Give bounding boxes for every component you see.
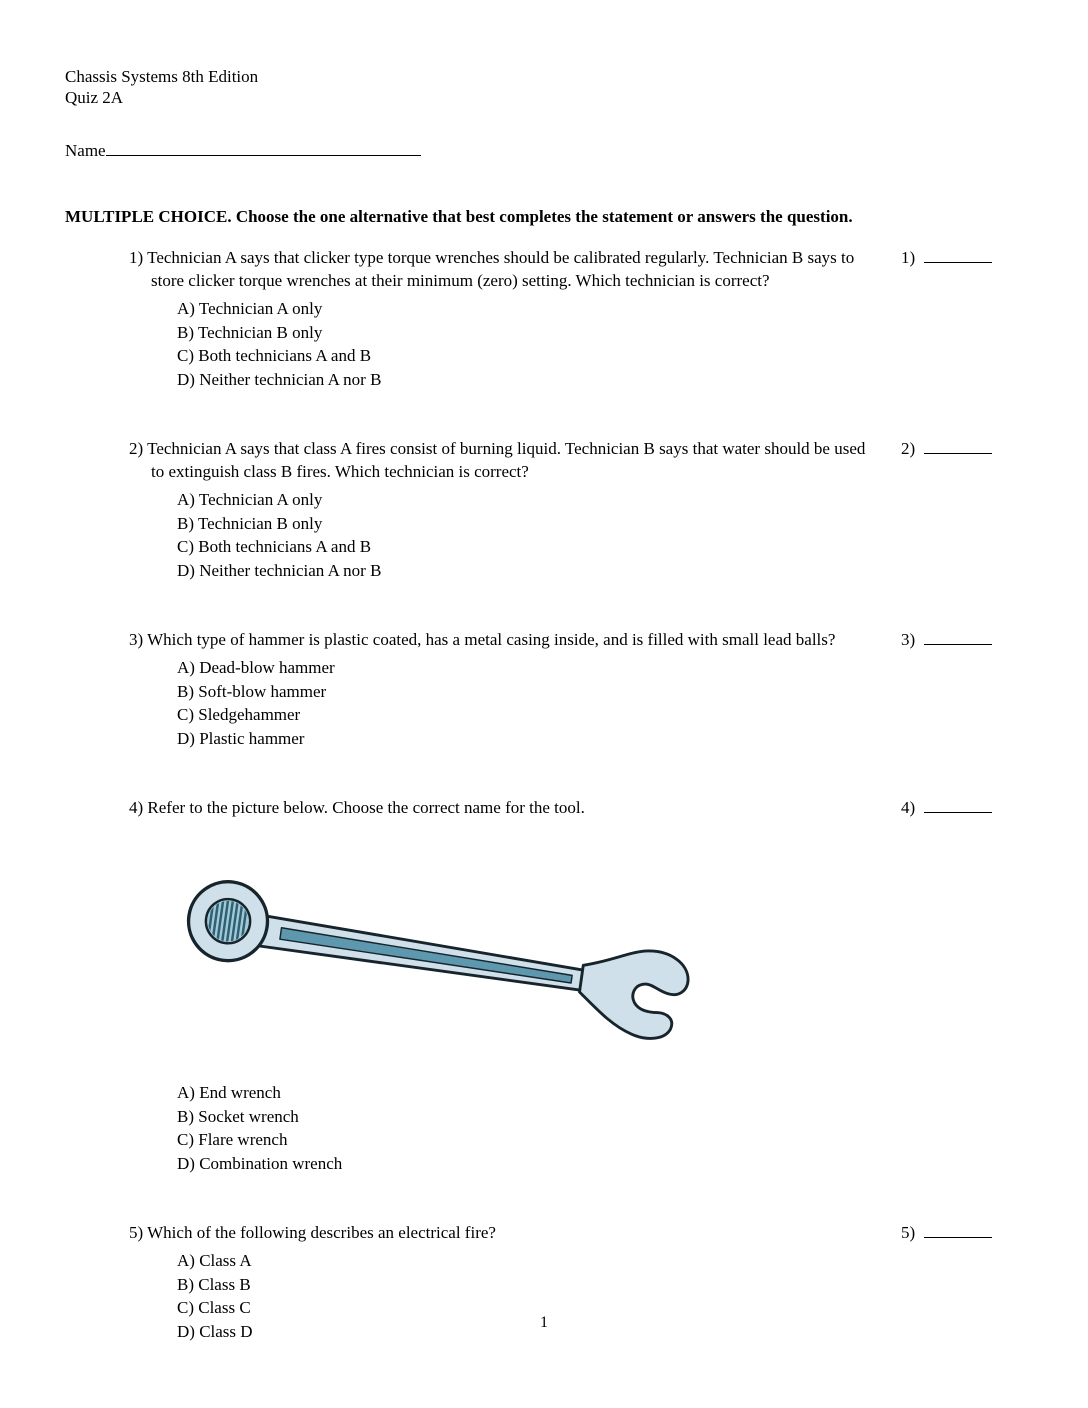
choice: B) Socket wrench bbox=[177, 1106, 299, 1126]
document-title: Chassis Systems 8th Edition bbox=[65, 67, 259, 86]
choice: C) Class C bbox=[177, 1298, 251, 1317]
question-main bbox=[129, 796, 901, 1175]
question-text bbox=[129, 246, 879, 292]
page-number: 1 bbox=[540, 1314, 548, 1331]
question-main bbox=[129, 628, 901, 750]
choice: D) Neither technician A nor B bbox=[177, 369, 382, 389]
choice: D) Class D bbox=[177, 1321, 253, 1341]
answer-slot bbox=[901, 437, 1003, 582]
answer-number: 1) bbox=[901, 248, 916, 267]
question-stem: Technician A says that class A fires consist of burning liquid. Technician B says that water should be used to extinguish class B fires. Which technician is correct? bbox=[147, 439, 866, 481]
answer-number: 4) bbox=[901, 798, 916, 817]
question-stem: Which type of hammer is plastic coated, has a metal casing inside, and is filled with small lead balls? bbox=[147, 630, 836, 649]
answer-number: 5) bbox=[901, 1223, 916, 1242]
instructions-text: MULTIPLE CHOICE. Choose the one alternative that best completes the statement or answers the question. bbox=[65, 207, 853, 226]
choice: B) Soft-blow hammer bbox=[177, 681, 327, 701]
choice: B) Technician B only bbox=[177, 513, 323, 533]
choice: C) Flare wrench bbox=[177, 1130, 288, 1149]
choice: A) Technician A only bbox=[177, 490, 323, 509]
question-text bbox=[129, 628, 879, 651]
choice: B) Technician B only bbox=[177, 322, 323, 342]
answer-slot bbox=[901, 246, 1003, 391]
question-stem: Which of the following describes an electrical fire? bbox=[147, 1223, 496, 1242]
choice: C) Both technicians A and B bbox=[177, 346, 372, 365]
name-blank-line bbox=[106, 141, 421, 156]
question-text bbox=[129, 437, 879, 483]
question-number: 1) bbox=[129, 248, 144, 267]
combination-wrench-image bbox=[177, 871, 717, 1049]
question-number: 5) bbox=[129, 1223, 144, 1242]
name-row bbox=[65, 140, 1028, 162]
question-text bbox=[129, 1221, 879, 1244]
choices-list bbox=[129, 656, 879, 750]
question-number: 4) bbox=[129, 798, 144, 817]
question-main bbox=[129, 246, 901, 391]
answer-blank-line bbox=[924, 248, 992, 263]
choice: A) Dead-blow hammer bbox=[177, 658, 335, 677]
choices-list bbox=[129, 488, 879, 582]
question-stem: Refer to the picture below. Choose the correct name for the tool. bbox=[147, 798, 585, 817]
question-block-3 bbox=[129, 628, 1028, 750]
questions-section bbox=[65, 246, 1028, 1343]
question-block-1 bbox=[129, 246, 1028, 391]
question-block-2 bbox=[129, 437, 1028, 582]
question-stem: Technician A says that clicker type torque wrenches should be calibrated regularly. Technician B says to store clicker torque wrenches at their minimum (zero) setting. Which technician is correct? bbox=[147, 248, 855, 290]
choice: A) Technician A only bbox=[177, 299, 323, 318]
answer-blank-line bbox=[924, 1223, 992, 1238]
tool-picture bbox=[177, 871, 879, 1055]
choice: A) End wrench bbox=[177, 1083, 281, 1102]
choice: C) Sledgehammer bbox=[177, 705, 301, 724]
choice: D) Plastic hammer bbox=[177, 728, 305, 748]
choice: A) Class A bbox=[177, 1251, 252, 1270]
answer-blank-line bbox=[924, 439, 992, 454]
document-subtitle: Quiz 2A bbox=[65, 88, 124, 107]
question-number: 3) bbox=[129, 630, 144, 649]
answer-number: 2) bbox=[901, 439, 916, 458]
choices-list bbox=[129, 1081, 879, 1175]
wrench-open-end bbox=[574, 942, 691, 1043]
page-header bbox=[65, 66, 1028, 108]
question-number: 2) bbox=[129, 439, 144, 458]
choice: C) Both technicians A and B bbox=[177, 537, 372, 556]
answer-slot bbox=[901, 796, 1003, 1175]
choices-list bbox=[129, 297, 879, 391]
name-label: Name bbox=[65, 141, 106, 160]
question-block-4 bbox=[129, 796, 1028, 1175]
choice: D) Neither technician A nor B bbox=[177, 560, 382, 580]
answer-blank-line bbox=[924, 630, 992, 645]
question-main bbox=[129, 437, 901, 582]
choice: D) Combination wrench bbox=[177, 1153, 343, 1173]
answer-slot bbox=[901, 628, 1003, 750]
answer-number: 3) bbox=[901, 630, 916, 649]
question-text bbox=[129, 796, 879, 819]
answer-blank-line bbox=[924, 798, 992, 813]
choice: B) Class B bbox=[177, 1274, 251, 1294]
